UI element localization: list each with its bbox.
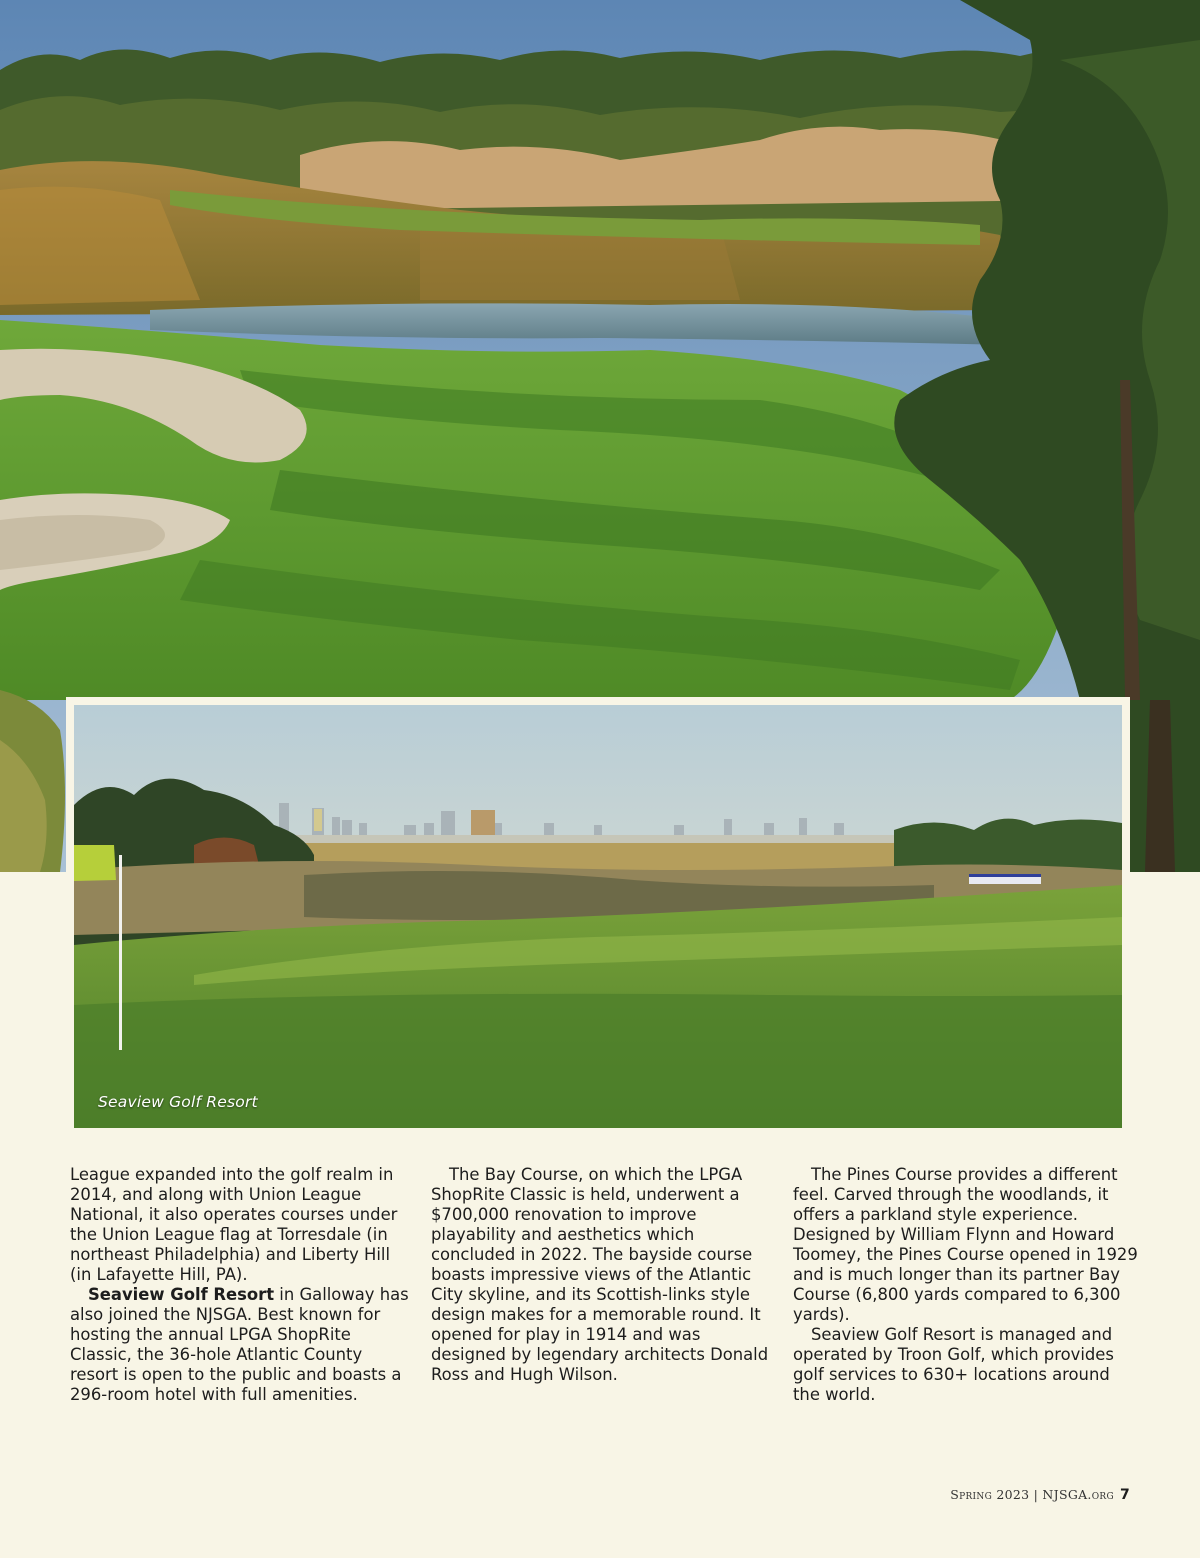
- seaview-golf-resort-photo: [74, 705, 1122, 1128]
- page-footer: [950, 1487, 1130, 1503]
- paragraph: League expanded into the golf realm in 2014, and along with Union League National, it also operates courses under the Union League flag at Torresdale (in northeast Philadelphia) and Liberty Hill (in Lafayette Hill, PA).: [70, 1165, 398, 1284]
- resort-name: Seaview Golf Resort: [88, 1285, 275, 1304]
- page-number: 7: [1119, 1487, 1130, 1503]
- article-column-1: [70, 1165, 415, 1405]
- article-column-2: [431, 1165, 776, 1385]
- article-column-3: [793, 1165, 1138, 1405]
- paragraph-text: in Galloway has also joined the NJSGA. Best known for hosting the annual LPGA ShopRite Classic, the 36-hole Atlantic County resort is open to the public and boasts a 296-room hotel with full amenities.: [70, 1285, 409, 1404]
- paragraph: The Bay Course, on which the LPGA ShopRite Classic is held, underwent a $700,000 renovation to improve playability and aesthetics which concluded in 2022. The bayside course boasts impressive views of the Atlantic City skyline, and its Scottish-links style design makes for a memorable round. It opened for play in 1914 and was designed by legendary architects Donald Ross and Hugh Wilson.: [431, 1165, 769, 1384]
- paragraph: Seaview Golf Resort is managed and operated by Troon Golf, which provides golf services to 630+ locations around the world.: [793, 1325, 1114, 1404]
- issue-label: Spring 2023 | NJSGA.org: [950, 1487, 1114, 1502]
- paragraph: The Pines Course provides a different feel. Carved through the woodlands, it offers a parkland style experience. Designed by William Flynn and Howard Toomey, the Pines Course opened in 1929 and is much longer than its partner Bay Course (6,800 yards compared to 6,300 yards).: [793, 1165, 1138, 1324]
- paragraph: [70, 1285, 415, 1405]
- photo-caption: Seaview Golf Resort: [98, 1093, 258, 1111]
